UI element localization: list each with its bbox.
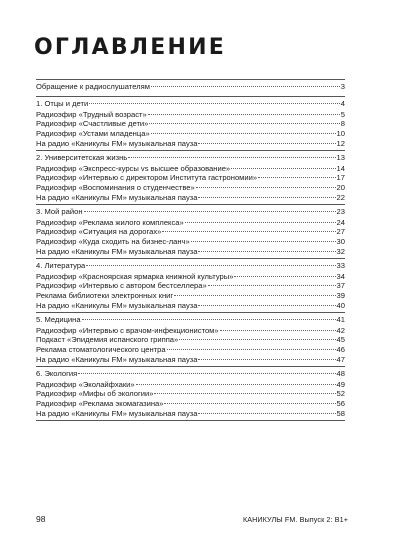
dot-leader — [148, 114, 340, 115]
toc-entry-title: Радиоэфир «Экспресс-курсы vs высшее образование» — [36, 163, 231, 173]
toc-entry-title: Подкаст «Эпидемия испанского гриппа» — [36, 335, 179, 345]
toc-entry[interactable] — [36, 301, 345, 311]
toc-entry-title: Радиоэфир «Мифы об экологии» — [36, 389, 154, 399]
toc-entry-page: 39 — [336, 291, 345, 301]
toc-section-2 — [36, 151, 345, 205]
toc-entry[interactable] — [36, 139, 345, 149]
dot-leader — [234, 276, 335, 277]
toc-entry-page: 8 — [340, 119, 345, 129]
page-title: ОГЛАВЛЕНИЕ — [34, 35, 226, 60]
toc-entry-title: Радиоэфир «Интервью с врачом-инфекционистом» — [36, 325, 219, 335]
toc-entry[interactable] — [36, 345, 345, 355]
toc-entry-title: 3. Мой район — [36, 206, 83, 216]
toc-entry-title: На радио «Каникулы FM» музыкальная пауза — [36, 246, 198, 256]
dot-leader — [164, 403, 335, 404]
toc-entry[interactable] — [36, 291, 345, 301]
toc-entry-title: На радио «Каникулы FM» музыкальная пауза — [36, 138, 198, 148]
toc-entry-page: 56 — [336, 399, 345, 409]
toc-entry-title: Реклама стоматологического центра — [36, 345, 166, 355]
toc-entry-title: Обращение к радиослушателям — [36, 82, 150, 91]
toc-entry[interactable] — [36, 272, 345, 282]
toc-entry-page: 40 — [336, 300, 345, 310]
toc-section-heading[interactable] — [36, 153, 345, 163]
dot-leader — [82, 319, 336, 320]
toc-section-1 — [36, 97, 345, 151]
toc-entry[interactable] — [36, 237, 345, 247]
toc-entry-page: 22 — [336, 192, 345, 202]
dot-leader — [185, 222, 336, 223]
toc-intro — [36, 80, 345, 97]
toc-entry-page: 46 — [336, 345, 345, 355]
toc-entry-title: Радиоэфир «Трудный возраст» — [36, 109, 147, 119]
toc-entry-page: 32 — [336, 246, 345, 256]
dot-leader — [208, 285, 336, 286]
toc-entry[interactable] — [36, 326, 345, 336]
dot-leader — [231, 168, 335, 169]
dot-leader — [149, 123, 339, 124]
toc-entry-page: 37 — [336, 281, 345, 291]
toc-entry-title: 6. Экология — [36, 368, 78, 378]
toc-entry[interactable] — [36, 129, 345, 139]
toc-entry-title: 2. Университетская жизнь — [36, 152, 128, 162]
toc-entry-page: 3 — [340, 82, 345, 91]
toc-section-5 — [36, 313, 345, 367]
dot-leader — [198, 305, 335, 306]
dot-leader — [136, 384, 336, 385]
dot-leader — [191, 241, 336, 242]
toc-entry[interactable] — [36, 281, 345, 291]
toc-entry-page: 33 — [336, 260, 345, 270]
toc-entry-title: На радио «Каникулы FM» музыкальная пауза — [36, 192, 198, 202]
toc-entry-title: Радиоэфир «Реклама экомагазина» — [36, 399, 164, 409]
toc-entry[interactable] — [36, 227, 345, 237]
toc-entry-page: 34 — [336, 271, 345, 281]
toc-entry-page: 42 — [336, 325, 345, 335]
dot-leader — [167, 349, 336, 350]
toc-section-heading[interactable] — [36, 369, 345, 379]
toc-entry-title: Радиоэфир «Красноярская ярмарка книжной культуры» — [36, 271, 234, 281]
toc-entry-title: На радио «Каникулы FM» музыкальная пауза — [36, 354, 198, 364]
toc-entry[interactable] — [36, 193, 345, 203]
dot-leader — [198, 197, 335, 198]
dot-leader — [162, 231, 335, 232]
toc-entry-page: 14 — [336, 163, 345, 173]
toc-entry-page: 17 — [336, 173, 345, 183]
dot-leader — [198, 143, 335, 144]
toc-entry[interactable] — [36, 389, 345, 399]
toc-entry-title: На радио «Каникулы FM» музыкальная пауза — [36, 408, 198, 418]
footer-book-title: КАНИКУЛЫ FM. Выпуск 2: В1+ — [242, 515, 348, 524]
toc-section-heading[interactable] — [36, 207, 345, 217]
toc-section-heading[interactable] — [36, 315, 345, 325]
toc-entry[interactable] — [36, 247, 345, 257]
toc-entry[interactable] — [36, 183, 345, 193]
toc-entry-page: 30 — [336, 237, 345, 247]
toc-section-6 — [36, 367, 345, 421]
toc-entry-page: 58 — [336, 408, 345, 418]
toc-entry-title: 1. Отцы и дети — [36, 98, 89, 108]
toc-entry-page: 23 — [336, 206, 345, 216]
toc-entry-page: 20 — [336, 183, 345, 193]
dot-leader — [196, 187, 336, 188]
toc-entry-page: 47 — [336, 354, 345, 364]
toc-entry-title: Реклама библиотеки электронных книг — [36, 291, 174, 301]
dot-leader — [258, 177, 335, 178]
dot-leader — [179, 339, 335, 340]
toc-entry-page: 4 — [340, 98, 345, 108]
toc-entry[interactable] — [36, 82, 345, 92]
toc-entry-title: На радио «Каникулы FM» музыкальная пауза — [36, 300, 198, 310]
toc-entry-page: 10 — [336, 129, 345, 139]
toc-entry-page: 49 — [336, 379, 345, 389]
dot-leader — [89, 103, 340, 104]
toc-entry-page: 27 — [336, 227, 345, 237]
toc-entry-page: 13 — [336, 152, 345, 162]
toc-entry-title: Радиоэфир «Счастливые дети» — [36, 119, 149, 129]
toc-entry-title: Радиоэфир «Воспоминания о студенчестве» — [36, 183, 195, 193]
toc-entry-title: Радиоэфир «Устами младенца» — [36, 129, 150, 139]
toc-entry-title: Радиоэфир «Интервью с автором бестселлера» — [36, 281, 207, 291]
toc-entry[interactable] — [36, 380, 345, 390]
footer-page-number: 98 — [36, 514, 46, 524]
toc-entry[interactable] — [36, 110, 345, 120]
toc-entry[interactable] — [36, 409, 345, 419]
toc-entry-title: Радиоэфир «Куда сходить на бизнес-ланч» — [36, 237, 190, 247]
toc-entry[interactable] — [36, 355, 345, 365]
dot-leader — [78, 373, 335, 374]
dot-leader — [174, 295, 335, 296]
toc-entry[interactable] — [36, 164, 345, 174]
toc-entry-page: 48 — [336, 368, 345, 378]
dot-leader — [154, 393, 335, 394]
toc-entry-title: Радиоэфир «Ситуация на дорогах» — [36, 227, 162, 237]
toc-entry-title: Радиоэфир «Эколайфхаки» — [36, 379, 135, 389]
toc-section-4 — [36, 259, 345, 313]
toc-entry[interactable] — [36, 119, 345, 129]
toc-entry-page: 12 — [336, 138, 345, 148]
dot-leader — [198, 251, 335, 252]
toc-entry-title: 5. Медицина — [36, 314, 81, 324]
dot-leader — [220, 330, 336, 331]
toc-entry-page: 41 — [336, 314, 345, 324]
dot-leader — [198, 359, 335, 360]
toc-entry-page: 24 — [336, 217, 345, 227]
toc-entry-title: Радиоэфир «Интервью с директором Института гастрономии» — [36, 173, 258, 183]
toc-entry-page: 52 — [336, 389, 345, 399]
dot-leader — [151, 133, 336, 134]
dot-leader — [198, 413, 335, 414]
toc-entry[interactable] — [36, 399, 345, 409]
toc-entry[interactable] — [36, 218, 345, 228]
toc-entry[interactable] — [36, 173, 345, 183]
toc-section-3 — [36, 205, 345, 259]
toc-entry-page: 5 — [340, 109, 345, 119]
toc-entry[interactable] — [36, 335, 345, 345]
table-of-contents — [36, 79, 345, 421]
toc-entry-page: 45 — [336, 335, 345, 345]
dot-leader — [151, 86, 340, 87]
dot-leader — [84, 211, 336, 212]
toc-entry-title: Радиоэфир «Реклама жилого комплекса» — [36, 217, 184, 227]
dot-leader — [86, 265, 335, 266]
toc-section-heading[interactable] — [36, 99, 345, 109]
toc-entry-title: 4. Литература — [36, 260, 86, 270]
dot-leader — [128, 157, 335, 158]
toc-section-heading[interactable] — [36, 261, 345, 271]
